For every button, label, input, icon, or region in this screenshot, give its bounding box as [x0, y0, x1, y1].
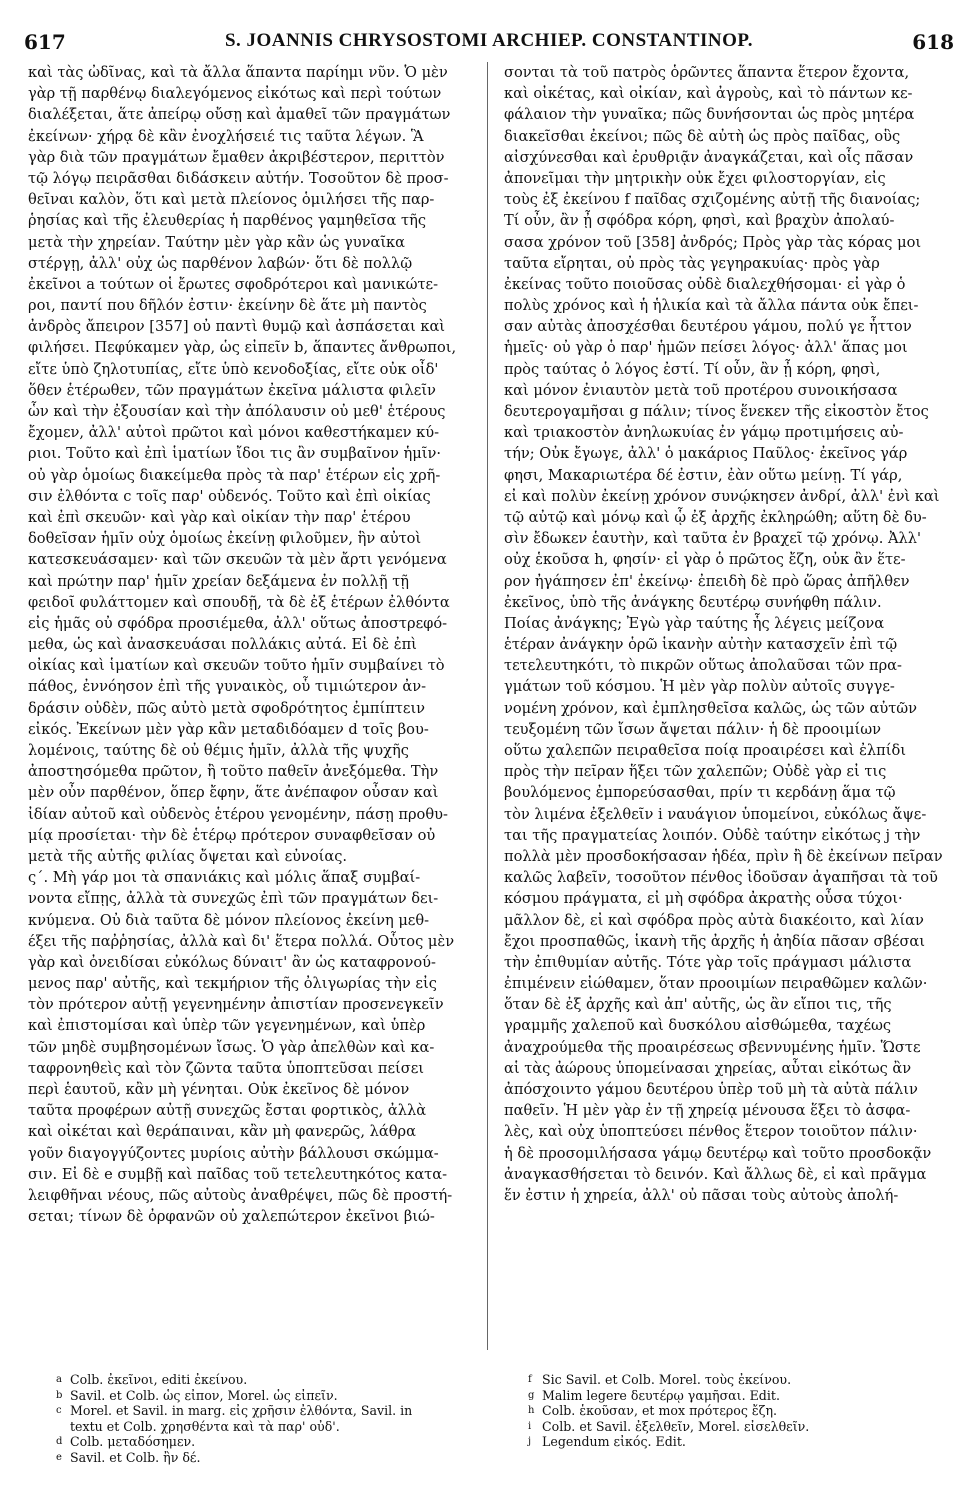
- text-line: καὶ μόνον ἐνιαυτὸν μετὰ τοῦ προτέρου συνοικήσασα: [504, 381, 898, 399]
- text-line: εἴτε ὑπὸ ζηλοτυπίας, εἴτε ὑπὸ κενοδοξίας, εἴτε οὐκ οἶδ': [28, 360, 439, 378]
- text-line: Τί οὖν, ἂν ᾖ σφόδρα κόρη, φησὶ, καὶ βραχὺν ἀπολαύ-: [504, 212, 895, 230]
- text-line: καὶ οἰκέται καὶ θεράπαιναι, κἂν μὴ φανερῶς, λάθρα: [28, 1123, 416, 1141]
- text-line: οὕτω χαλεπῶν πειραθεῖσα ποίᾳ προαιρέσει καὶ ἐλπίδι: [504, 742, 907, 759]
- footnote-text: Colb. ἐκεῖνοι, editi ἐκείνου.: [70, 1372, 248, 1387]
- footnote-text: Savil. et Colb. ἢν δέ.: [70, 1449, 201, 1465]
- text-line: ἀποστησόμεθα πρῶτον, ἢ τοῦτο παθεῖν ἀνεξόμεθα. Τὴν: [28, 763, 439, 781]
- footnote-text: textu et Colb. χρησθέντα καὶ τὰ παρ' οὐδ'.: [70, 1418, 340, 1434]
- text-line: καλῶς λαβεῖν, τοσοῦτον πένθος ἰδοῦσαν ἀγαπῆσαι τὰ τοῦ: [504, 869, 938, 887]
- text-line: ἐκείνων· χήρᾳ δὲ κἂν ἐνοχλήσειέ τις ταῦτα λέγων. Ἃ: [28, 127, 424, 145]
- text-line: γὰρ τῇ παρθένῳ διαλεγόμενος εἰκότως καὶ περὶ τούτων: [28, 85, 442, 103]
- text-line: ὅθεν ἑτέρωθεν, τῶν πραγμάτων ἐκεῖνα μάλιστα φιλεῖν: [28, 381, 436, 399]
- text-line: ται τῆς πραγματείας λοιπόν. Οὐδὲ ταύτην εἰκότως j τὴν: [504, 826, 921, 844]
- text-line: αἰσχύνεσθαι καὶ ἐρυθριᾷν ἀναγκάζεται, καὶ οἷς πᾶσαν: [504, 148, 914, 166]
- footnote-mark: g: [528, 1389, 535, 1401]
- footnote: [56, 1403, 496, 1419]
- text-line: τῶν μηδὲ συμβησομένων ἴσως. Ὁ γὰρ ἀπελθὼν καὶ κα-: [28, 1038, 435, 1056]
- text-line: ὧν καὶ τὴν ἐξουσίαν καὶ τὴν ἀπόλαυσιν οὐ μεθ' ἑτέρους: [28, 403, 446, 420]
- text-line: ἑτέραν ἀνάγκην ὁρῶ ἱκανὴν αὐτὴν κατασχεῖν ἐπὶ τῷ: [504, 636, 898, 654]
- text-line: μεθα, ὡς καὶ ἀνασκευάσαι πολλάκις αὐτά. Εἰ δὲ ἐπὶ: [28, 636, 417, 654]
- text-line: ῥησίας καὶ τῆς ἐλευθερίας ἡ παρθένος γαμηθεῖσα τῆς: [28, 212, 427, 230]
- footnote: [56, 1372, 496, 1388]
- footnote-mark: b: [56, 1389, 63, 1401]
- text-line: μίᾳ προσίεται· τὴν δὲ ἑτέρῳ πρότερον συναφθεῖσαν οὐ: [28, 826, 436, 844]
- text-line: ς΄. Μὴ γάρ μοι τὰ σπανιάκις καὶ μόλις ἅπαξ συμβαί-: [28, 869, 421, 887]
- footnote: [56, 1450, 496, 1466]
- text-line: οὐχ ἑκοῦσα h, φησίν· εἰ γὰρ ὁ πρῶτος ἔζη, οὐκ ἂν ἕτε-: [504, 551, 906, 569]
- footnote: [56, 1434, 496, 1450]
- footnote: [528, 1372, 948, 1388]
- text-line: καὶ τριακοστὸν ἀνηλωκυίας ἐν γάμῳ προτιμήσεις αὐ-: [504, 424, 904, 442]
- text-line: στέργῃ, ἀλλ' οὐχ ὡς παρθένον λαβών· ὅτι δὲ πολλῷ: [28, 254, 413, 272]
- footnote-mark: a: [56, 1374, 62, 1385]
- text-line: σασα χρόνον τοῦ [358] ἀνδρός; Πρὸς γὰρ τὰς κόρας μοι: [504, 233, 922, 251]
- text-line: κατεσκευάσαμεν· καὶ τῶν σκευῶν τὰ μὲν ἄρτι γενόμενα: [28, 551, 447, 569]
- text-line: ἐκεῖνοι a τούτων οἱ ἔρωτες σφοδρότεροι καὶ μανικώτε-: [28, 275, 439, 293]
- footnotes-right: [528, 1372, 948, 1450]
- text-line: εἰκός. Ἐκείνων μὲν γὰρ κἂν μεταδιδόαμεν d τοῖς βου-: [28, 720, 429, 738]
- footnote-mark: f: [528, 1374, 532, 1385]
- text-line: σεται; τίνων δὲ ὀρφανῶν οὐ χαλεπώτερον ἐκεῖνοι βιώ-: [28, 1208, 435, 1226]
- text-line: τὸν πρότερον αὐτῇ γεγενημένην ἀπιστίαν προσενεγκεῖν: [28, 996, 444, 1014]
- text-line: σὶν ἔδωκεν ἑαυτὴν, καὶ ταῦτα ἐν βραχεῖ τῷ χρόνῳ. Ἀλλ': [504, 530, 922, 548]
- text-line: βουλόμενος ἐμπορεύσασθαι, πρίν τι κερδάνῃ ἅμα τῷ: [504, 784, 896, 802]
- text-line: τευξομένη τῶν ἴσων ἄψεται πάλιν· ἡ δὲ προοιμίων: [504, 720, 882, 738]
- text-line: λὲς, καὶ οὐχ ὑποπτεύσει πένθος ἕτερον τοιοῦτον πάλιν·: [504, 1123, 918, 1141]
- text-line: ὅταν δὲ ἐξ ἀρχῆς καὶ ἀπ' αὐτῆς, ὡς ἂν εἴποι τις, τῆς: [504, 996, 892, 1014]
- text-line: ἐκεῖνος, ὑπὸ τῆς ἀνάγκης δευτέρῳ συνήφθη πάλιν.: [504, 593, 882, 611]
- footnote-mark: e: [56, 1451, 62, 1463]
- text-line: κνύμενα. Οὐ διὰ ταῦτα δὲ μόνον πλείονος ἐκείνη μεθ-: [28, 911, 430, 929]
- text-line: κόσμου πράγματα, εἰ μὴ σφόδρα ἀκρατὴς οὖσα τύχοι·: [504, 890, 903, 908]
- text-line: μετὰ τῆς αὐτῆς φιλίας ὄψεται καὶ εὐνοίας.: [28, 847, 348, 865]
- text-line: πολὺς χρόνος καὶ ἡ ἡλικία καὶ τὰ ἄλλα πάντα οὐκ ἔπει-: [504, 297, 919, 315]
- text-line: πρὸς ταύτας ὁ λόγος ἐστί. Τί οὖν, ἂν ᾖ κόρη, φησὶ,: [504, 360, 881, 378]
- footnote-text: Sic Savil. et Colb. Morel. τοὺς ἐκείνου.: [542, 1372, 792, 1387]
- text-line: γμάτων τοῦ κόσμου. Ἡ μὲν γὰρ πολὺν αὐτοῖς συγγε-: [504, 678, 895, 696]
- text-line: φησι, Μακαριωτέρα δέ ἐστιν, ἐὰν οὕτω μείνῃ. Τί γάρ,: [504, 466, 903, 484]
- text-line: ἔχοι προσπαθῶς, ἱκανὴ τῆς ἀρχῆς ἡ ἀηδία πᾶσαν σβέσαι: [504, 932, 925, 950]
- footnote: [528, 1388, 948, 1404]
- page-header: [24, 30, 954, 56]
- text-line: μᾶλλον δὲ, εἰ καὶ σφόδρα πρὸς αὐτὰ διακέοιτο, καὶ λίαν: [504, 911, 924, 929]
- text-line: πολλὰ μὲν προσδοκήσασαν ἡδέα, πρὶν ἢ δὲ ἐκείνων πεῖραν: [504, 847, 943, 865]
- text-line: ταῦτα προφέρων αὐτῇ συνεχῶς ἔσται φορτικὸς, ἀλλὰ: [28, 1102, 427, 1120]
- text-line: θεῖναι καλὸν, ὅτι καὶ μετὰ πλείονος ὁμιλήσει τῆς παρ-: [28, 191, 435, 209]
- text-line: τὸν λιμένα ἐξελθεῖν i ναυάγιον ὑπομείνοι, εὐκόλως ἄψε-: [504, 805, 927, 823]
- text-line: φάλαιον τὴν γυναῖκα; πῶς δυνήσονται ὡς πρὸς μητέρα: [504, 106, 915, 124]
- text-line: λομένοις, ταύτης δὲ οὐ θέμις ἡμῖν, ἀλλὰ τῆς ψυχῆς: [28, 742, 409, 759]
- text-line: εἰ καὶ πολὺν ἐκείνῃ χρόνον συνῴκησεν ἀνδρί, ἀλλ' ἐνὶ καὶ: [504, 487, 940, 505]
- text-line: ρον ἠγάπησεν ἐπ' ἐκείνῳ· ἐπειδὴ δὲ πρὸ ὥρας ἀπῆλθεν: [504, 572, 910, 590]
- text-line: ταῦτα εἴρηται, οὐ πρὸς τὰς γεγηρακυίας· πρὸς γὰρ: [504, 254, 880, 272]
- footnote-text: Colb. μεταδόσημεν.: [70, 1434, 196, 1449]
- footnote: [528, 1434, 948, 1450]
- text-line: φειδοῖ φυλάττομεν καὶ σπουδῇ, τὰ δὲ ἐξ ἑτέρων ἐλθόντα: [28, 593, 450, 611]
- text-line: παθεῖν. Ἡ μὲν γὰρ ἐν τῇ χηρείᾳ μένουσα ἕξει τὸ ἀσφα-: [504, 1102, 911, 1120]
- text-line: οἰκίας καὶ ἱματίων καὶ σκευῶν τοῦτο ἡμῖν συμβαίνει τὸ: [28, 657, 445, 675]
- footnote-text: Legendum εἰκός. Edit.: [542, 1434, 686, 1449]
- text-line: γὰρ διὰ τῶν πραγμάτων ἔμαθεν ἀκριβέστερον, περιττὸν: [28, 148, 445, 166]
- footnotes-left: [56, 1372, 496, 1465]
- text-line: ἕν ἐστιν ἡ χηρεία, ἀλλ' οὐ πᾶσαι τοὺς αὐτοὺς ἀπολή-: [504, 1186, 899, 1204]
- text-line: γραμμῆς χαλεποῦ καὶ δυσκόλου αἰσθώμεθα, ταχέως: [504, 1017, 892, 1035]
- text-line: καὶ πρώτην παρ' ἡμῖν χρείαν δεξάμενα ἐν πολλῇ τῇ: [28, 572, 410, 590]
- text-line: καὶ οἰκέτας, καὶ οἰκίαν, καὶ ἀγροὺς, καὶ τὸ πάντων κε-: [504, 85, 913, 103]
- text-line: καὶ ἐπιστομίσαι καὶ ὑπὲρ τῶν γεγενημένων, καὶ ὑπὲρ: [28, 1017, 426, 1035]
- text-line: δευτερογαμῆσαι g πάλιν; τίνος ἕνεκεν τῆς εἰκοστὸν ἔτος: [504, 403, 929, 420]
- page-number-left: 617: [24, 30, 66, 54]
- text-line: έξει τῆς παῤῥησίας, ἀλλὰ καὶ δι' ἕτερα πολλά. Οὗτος μὲν: [28, 932, 455, 950]
- text-line: Ποίας ἀνάγκης; Ἐγὼ γὰρ ταύτης ἧς λέγεις μείζονα: [504, 614, 885, 632]
- text-line: ροι, παντί που δῆλόν ἐστιν· ἐκείνην δὲ ἅτε μὴ παντὸς: [28, 297, 427, 315]
- text-line: εἰς ἡμᾶς οὐ σφόδρα προσιέμεθα, ἀλλ' οὕτως ἀποστρεφό-: [28, 614, 448, 632]
- text-line: ἀναγκασθήσεται τὸ δεινόν. Καὶ ἄλλως δὲ, εἰ καὶ πρᾶγμα: [504, 1165, 927, 1183]
- right-column: [504, 62, 948, 1206]
- text-line: περὶ ἑαυτοῦ, κἂν μὴ γένηται. Οὐκ ἐκεῖνος δὲ μόνον: [28, 1081, 410, 1098]
- text-line: σαν αὐτὰς ἀποσχέσθαι δευτέρου γάμου, πολύ γε ἧττον: [504, 318, 912, 336]
- text-line: τοὺς ἐξ ἐκείνου f παῖδας σχιζομένης αὐτῇ τῆς διανοίας;: [504, 191, 921, 209]
- text-line: ἰδίαν αὐτοῦ καὶ οὐδενὸς ἑτέρου γενομένην, πάσῃ προθυ-: [28, 805, 448, 823]
- footnote-mark: j: [528, 1436, 532, 1447]
- footnote: [56, 1419, 496, 1435]
- footnote-mark: h: [528, 1405, 535, 1416]
- text-line: νοντα εἴπῃς, ἀλλὰ τὰ συνεχῶς ἐπὶ τῶν πραγμάτων δει-: [28, 890, 439, 908]
- text-line: πρὸς τὴν πεῖραν ἥξει τῶν χαλεπῶν; Οὐδὲ γὰρ εἰ τις: [504, 763, 887, 781]
- text-line: λειφθῆναι νέους, πῶς αὐτοὺς ἀναθρέψει, πῶς δὲ προστή-: [28, 1186, 453, 1204]
- text-line: φιλήσει. Πεφύκαμεν γὰρ, ὡς εἰπεῖν b, ἅπαντες ἄνθρωποι,: [28, 339, 457, 357]
- text-line: γὰρ καὶ ὀνειδίσαι εὐκόλως δύναιτ' ἂν ὡς καταφρονού-: [28, 953, 436, 971]
- text-line: πάθος, ἐννόησον ἐπὶ τῆς γυναικὸς, οὗ τιμιώτερον ἀν-: [28, 678, 427, 696]
- column-divider: [487, 62, 488, 1350]
- text-line: γοῦν διαγογγύζοντες μυρίοις αὐτὴν βάλλουσι σκώμμα-: [28, 1144, 439, 1162]
- running-title: S. JOANNIS CHRYSOSTOMI ARCHIEP. CONSTANTINOP.: [224, 30, 754, 51]
- text-line: οὐ γὰρ ὁμοίως διακείμεθα πρὸς τὰ παρ' ἑτέρων εἰς χρῆ-: [28, 466, 441, 484]
- text-line: ἀπονεῖμαι τὴν μητρικὴν οὐκ ἔχει φιλοστοργίαν, εἰς: [504, 169, 886, 187]
- text-line: σιν ἐλθόντα c τοῖς παρ' οὐδενός. Τοῦτο καὶ ἐπὶ οἰκίας: [28, 487, 431, 505]
- footnote-mark: i: [528, 1420, 532, 1432]
- footnote-text: Malim legere δευτέρῳ γαμῆσαι. Edit.: [542, 1387, 780, 1403]
- text-line: δράσιν οὐδὲν, πῶς αὐτὸ μετὰ σφοδρότητος ἐμπίπτειν: [28, 699, 426, 717]
- text-line: διαλέξεται, ἅτε ἀπείρῳ οὔσῃ καὶ ἀμαθεῖ τῶν πραγμάτων: [28, 106, 451, 124]
- text-line: σονται τὰ τοῦ πατρὸς ὁρῶντες ἅπαντα ἕτερον ἔχοντα,: [504, 64, 910, 81]
- footnote-text: Savil. et Colb. ὡς εἰπον, Morel. ὡς εἰπεῖν.: [70, 1387, 338, 1403]
- text-line: σιν. Εἰ δὲ e συμβῇ καὶ παῖδας τοῦ τετελευτηκότος κατα-: [28, 1165, 448, 1183]
- text-line: ἡ δὲ προσομιλήσασα γάμῳ δευτέρῳ καὶ τοῦτο προσδοκᾷν: [504, 1144, 932, 1162]
- text-line: μενος παρ' αὐτῆς, καὶ τεκμήριον τῆς ὀλιγωρίας τὴν εἰς: [28, 975, 437, 993]
- text-line: τῷ λόγῳ πειρᾶσθαι διδάσκειν αὐτήν. Τοσοῦτον δὲ προσ-: [28, 169, 449, 187]
- footnote-text: Colb. ἑκοῦσαν, et mox πρότερος ἔζη.: [542, 1403, 778, 1418]
- text-line: νομένη χρόνον, καὶ ἐμπλησθεῖσα καλῶς, ὡς τῶν αὐτῶν: [504, 699, 918, 717]
- footnote-mark: d: [56, 1436, 63, 1447]
- text-line: ἀνδρὸς ἄπειρον [357] οὐ παντὶ θυμῷ καὶ ἀσπάσεται καὶ: [28, 318, 446, 336]
- footnote-mark: c: [56, 1405, 62, 1416]
- text-line: τετελευτηκότι, τὸ πικρῶν οὕτως ἀπολαῦσαι τῶν πρα-: [504, 657, 902, 675]
- footnote: [56, 1388, 496, 1404]
- text-line: τὴν ἐπιθυμίαν αὐτῆς. Τότε γὰρ τοῖς πράγμασι μάλιστα: [504, 953, 912, 971]
- text-line: διακεῖσθαι ἐκείνοι; πῶς δὲ αὐτὴ ὡς πρὸς παῖδας, οὓς: [504, 127, 901, 145]
- text-line: ἀναχρούμεθα τῆς προαιρέσεως σβεννυμένης ἡμῖν. Ὥστε: [504, 1038, 921, 1056]
- text-line: ταφρονηθεὶς καὶ τὸν ζῶντα ταῦτα ὑποπτεῦσαι πείσει: [28, 1059, 424, 1077]
- left-column: [28, 62, 468, 1227]
- page-number-right: 618: [912, 30, 954, 54]
- text-line: δοθεῖσαν ἡμῖν οὐχ ὁμοίως ἐκείνῃ φιλοῦμεν, ἣν αὐτοὶ: [28, 530, 422, 548]
- text-line: ἐπιμένειν εἰώθαμεν, ὅταν προοιμίων πειραθῶμεν καλῶν·: [504, 975, 928, 993]
- text-line: καὶ τὰς ὠδῖνας, καὶ τὰ ἄλλα ἅπαντα παρίημι νῦν. Ὁ μὲν: [28, 64, 448, 81]
- text-line: τῷ αὐτῷ καὶ μόνῳ καὶ ᾧ ἐξ ἀρχῆς ἐκληρώθη; αὕτη δὲ δυ-: [504, 508, 927, 526]
- text-line: ριοι. Τοῦτο καὶ ἐπὶ ἱματίων ἴδοι τις ἂν συμβαῖνον ἡμῖν·: [28, 445, 441, 463]
- footnote-text: Morel. et Savil. in marg. εἰς χρῆσιν ἐλθόντα, Savil. in: [70, 1403, 413, 1418]
- footnote-text: Colb. et Savil. ἐξελθεῖν, Morel. εἰσελθεῖν.: [542, 1418, 810, 1434]
- text-line: καὶ ἐπὶ σκευῶν· καὶ γὰρ καὶ οἰκίαν τὴν παρ' ἑτέρου: [28, 508, 411, 526]
- footnote: [528, 1403, 948, 1419]
- text-line: μὲν οὖν παρθένον, ὅπερ ἔφην, ἅτε ἀνέπαφον οὖσαν καὶ: [28, 784, 439, 802]
- text-line: ἡμεῖς· οὐ γὰρ ὁ παρ' ἡμῶν πείσει λόγος· ἀλλ' ἅπας μοι: [504, 339, 908, 357]
- text-line: ἔχομεν, ἀλλ' αὐτοὶ πρῶτοι καὶ μόνοι καθεστήκαμεν κύ-: [28, 424, 440, 442]
- text-line: μετὰ τὴν χηρείαν. Ταύτην μὲν γὰρ κἂν ὡς γυναῖκα: [28, 233, 406, 251]
- text-line: ἐκείνας τοῦτο ποιοῦσας οὐδὲ διαλεχθήσομαι· εἰ γὰρ ὁ: [504, 275, 906, 293]
- text-line: ἀπόσχοιντο γάμου δευτέρου ὑπὲρ τοῦ μὴ τὰ αὐτὰ πάλιν: [504, 1081, 918, 1098]
- text-line: αἱ τὰς ἀώρους ὑπομείνασαι χηρείας, αὗται εἰκότως ἂν: [504, 1059, 912, 1077]
- footnote: [528, 1419, 948, 1435]
- text-line: τήν; Οὐκ ἔγωγε, ἀλλ' ὁ μακάριος Παῦλος· ἐκεῖνος γάρ: [504, 445, 908, 463]
